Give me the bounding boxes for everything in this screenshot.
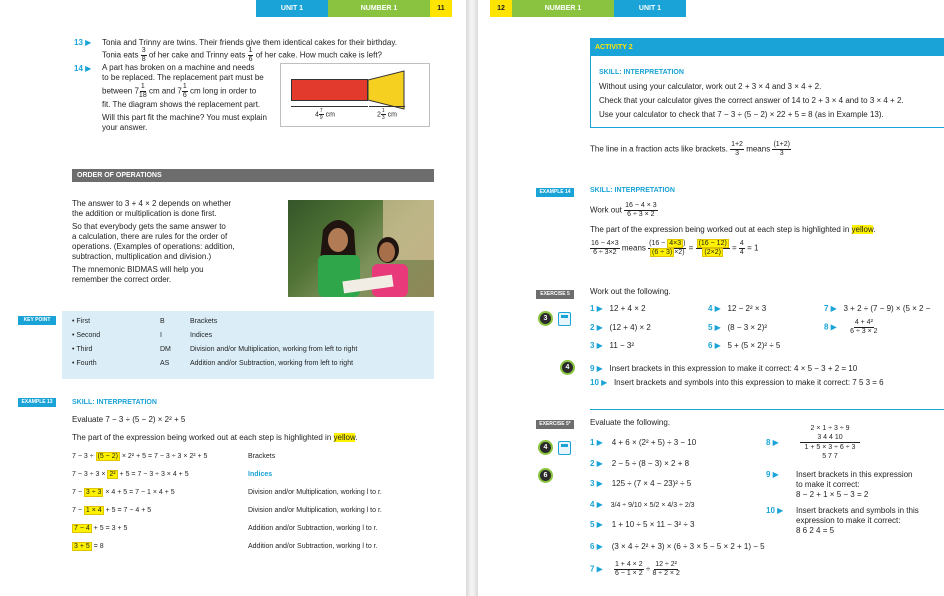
exercise-item: 7 ▶ 3 + 2 ÷ (7 − 9) × (5 × 2 − — [824, 304, 931, 313]
skill-label: SKILL: INTERPRETATION — [590, 187, 675, 194]
exercise-item-text: Insert brackets and symbols in this expression to make it correct: 8 6 2 4 = 5 — [796, 506, 919, 535]
left-header — [0, 0, 466, 17]
page-number: 12 — [490, 0, 512, 17]
exercise-tag: EXERCISE 5* — [536, 420, 574, 429]
exercise-item: 9 ▶ — [766, 470, 779, 479]
exercise-item: 1 ▶ 4 + 6 × (2² + 5) ÷ 3 − 10 — [590, 438, 697, 447]
question-text-line2: Tonia eats $\frac{3}{8}$ of her cake and Trinny eats $\frac{1}{6}$ of her cake. How much cake is left? — [102, 47, 382, 63]
bidmas-row: • Third — [72, 346, 93, 353]
exercise-item: 4 ▶ 12 − 2² × 3 — [708, 304, 767, 313]
exercise-item: 10 ▶ — [766, 506, 784, 515]
fraction: $\frac{3}{8}$ — [141, 47, 146, 63]
fraction: $\frac{1}{6}$ — [182, 83, 187, 99]
left-page — [0, 0, 466, 596]
exercise-item: 8 ▶ — [766, 438, 779, 447]
example-working: $\frac{16 - 4\times 3}{6 \div 3\times 2}$ means $\frac{(16 - 4\times 3 )}{(6 \div 3) \times 2)}$ = $\frac{(16 - 12)}{(2\times 2)}$ = $\frac{4}{4}$ = 1 — [591, 240, 759, 256]
fraction: $\frac{1}{6}$ — [248, 47, 253, 63]
question-text: A part has broken on a machine and needs to be replaced. The replacement part must be between 7 $\frac{1}{18}$ cm and 7 $\frac{1}{6}$ cm long in order to fit. The diagram shows the replacement part. Will this part fit the machine? You must explain your answer. — [102, 63, 267, 132]
students-photo — [288, 200, 434, 297]
difficulty-level-icon: 3 — [538, 311, 553, 326]
fraction: $\frac{1}{18}$ — [138, 83, 147, 99]
fraction-note: The line in a fraction acts like brackets. $\frac{1+2}{3}$ means $\frac{(1+2)}{3}$ — [590, 141, 790, 157]
chapter-label: NUMBER 1 — [512, 0, 614, 17]
bidmas-desc: Indices — [190, 332, 213, 339]
exercise-item: 7 ▶ $\frac{1 + 4 \times 2}{6 - 1 \times 2}$ ÷ $\frac{\text{12 ÷ 2²}}{8 \div 2 \times 2}$ — [590, 561, 680, 577]
bidmas-abbr: B — [160, 318, 165, 325]
book-gutter — [466, 0, 478, 596]
exercise-item: 8 ▶ $\frac{\text{4 + 4²}}{6 \div 3 \times 2}$ — [824, 319, 878, 335]
exercise-item: 4 ▶ 3/4 ÷ 9/10 × 5/2 × 4/3 ÷ 2/3 — [590, 500, 695, 509]
right-page — [478, 0, 944, 596]
yellow-segment — [367, 70, 405, 110]
question-text: Tonia and Trinny are twins. Their friends give them identical cakes for their birthday. — [102, 38, 397, 47]
exercise-item: 6 ▶ (3 × 4 ÷ 2² + 3) × (6 ÷ 3 × 5 − 5 × 2 + 1) − 5 — [590, 542, 765, 551]
exercise-item: 3 ▶ 125 ÷ (7 × 4 − 23)² ÷ 5 — [590, 479, 692, 488]
unit-label: UNIT 1 — [256, 0, 328, 17]
skill-label: SKILL: INTERPRETATION — [599, 69, 684, 76]
activity-instructions: Without using your calculator, work out 2 + 3 × 4 and 3 × 4 + 2. Check that your calculator gives the correct answer of 14 to 2 + 3 × 4 and to 3 × 4 + 2. Use your calculator to check that 7 − 3 ÷ (5 − 2) × 22 + 5 = 8 (as in Example 13). — [599, 82, 904, 119]
key-point-box — [62, 311, 434, 379]
exercise-item: 2 ▶ 2 − 5 ÷ (8 − 3) × 2 + 8 — [590, 459, 690, 468]
exercise-item: 3 ▶ 11 − 3² — [590, 341, 635, 350]
activity-title: ACTIVITY 2 — [595, 44, 633, 51]
difficulty-level-icon: 4 — [538, 440, 553, 455]
bidmas-row: • First — [72, 318, 91, 325]
calculator-icon — [558, 441, 571, 455]
question-number: 13 ▶ — [74, 38, 92, 47]
worked-step: 7 − 1 × 4 + 5 = 7 − 4 + 5 Division and/or Multiplication, working l to r. — [72, 507, 382, 514]
dimension-label-yellow: 2 $\frac{1}{3}$ cm — [377, 108, 397, 121]
worked-step: 7 − 3 ÷ 3 × 2² + 5 = 7 − 3 ÷ 3 × 4 + 5 Indices — [72, 471, 273, 478]
exercise-item: 10 ▶ Insert brackets and symbols into this expression to make it correct: 7 5 3 = 6 — [590, 378, 884, 387]
exercise-item: 6 ▶ 5 + (5 × 2)² ÷ 5 — [708, 341, 781, 350]
exercise-item: 5 ▶ 1 + 10 ÷ 5 × 11 − 3² ÷ 3 — [590, 520, 695, 529]
order-intro: The answer to 3 + 4 × 2 depends on whether the addition or multiplication is done first. So that everybody gets the same answer to a calculation, there are rules for the order of operations. (Examples of operations: addition, subtraction, multiplication and division.) The mnemonic BIDMAS will help you remember the correct order. — [72, 199, 235, 284]
bidmas-desc: Addition and/or Subtraction, working from left to right — [190, 360, 354, 367]
section-heading: ORDER OF OPERATIONS — [72, 169, 434, 182]
difficulty-level-icon: 6 — [538, 468, 553, 483]
skill-label: SKILL: INTERPRETATION — [72, 399, 157, 406]
worked-step: 7 − 3 ÷ 3 × 4 + 5 = 7 − 1 × 4 + 5 Division and/or Multiplication, working l to r. — [72, 489, 382, 496]
right-header — [478, 0, 944, 17]
complex-fraction: 2 × 1 ÷ 3 ÷ 9 3 4 4 10 1 + 5 × 3 ÷ 6 ÷ 3 5 7 7 — [800, 424, 860, 461]
example-tag: EXAMPLE 13 — [18, 398, 56, 407]
exercise-tag: EXERCISE 5 — [536, 290, 574, 299]
exercise-item: 5 ▶ (8 − 3 × 2)² — [708, 323, 768, 332]
photo-illustration — [288, 200, 434, 297]
red-segment — [291, 79, 368, 101]
example-note: The part of the expression being worked out at each step is highlighted in yellow. — [590, 225, 876, 234]
worked-step: 7 − 4 + 5 = 3 + 5 Addition and/or Subtraction, working l to r. — [74, 525, 378, 532]
bidmas-desc: Division and/or Multiplication, working from left to right — [190, 346, 358, 353]
bidmas-row: • Second — [72, 332, 101, 339]
activity-header — [591, 39, 944, 56]
example-prompt: Evaluate 7 − 3 ÷ (5 − 2) × 2² + 5 — [72, 415, 186, 424]
example-note: The part of the expression being worked out at each step is highlighted in yellow. — [72, 433, 358, 442]
divider — [590, 409, 944, 410]
bidmas-abbr: AS — [160, 360, 170, 367]
dimension-line — [291, 106, 368, 107]
worked-step: 3 + 5 = 8 Addition and/or Subtraction, working l to r. — [74, 543, 378, 550]
difficulty-level-icon: 4 — [560, 360, 575, 375]
example-prompt: Work out $\frac{16 - 4 \times 3}{6 \div 3 \times 2}$ — [590, 202, 657, 218]
worked-steps — [72, 452, 442, 560]
exercise-item: 9 ▶ Insert brackets in this expression to make it correct: 4 × 5 − 3 + 2 = 10 — [590, 364, 858, 373]
exercise-intro: Work out the following. — [590, 287, 671, 296]
replacement-part-diagram — [280, 63, 430, 127]
exercise-item: 1 ▶ 12 + 4 × 2 — [590, 304, 646, 313]
key-point-tag: KEY POINT — [18, 316, 56, 325]
calculator-icon — [558, 312, 571, 326]
dimension-label-red: 4 $\frac{7}{9}$ cm — [315, 108, 335, 121]
page-number: 11 — [430, 0, 452, 17]
exercise-item-text: Insert brackets in this expression to make it correct: 8 − 2 + 1 × 5 − 3 = 2 — [796, 470, 913, 499]
question-number: 14 ▶ — [74, 64, 92, 73]
exercise-intro: Evaluate the following. — [590, 418, 671, 427]
bidmas-abbr: DM — [160, 346, 171, 353]
activity-box — [590, 38, 944, 128]
worked-step: 7 − 3 ÷ (5 − 2) × 2² + 5 = 7 − 3 ÷ 3 × 2² + 5 Brackets — [72, 453, 276, 460]
bidmas-row: • Fourth — [72, 360, 97, 367]
unit-label: UNIT 1 — [614, 0, 686, 17]
dimension-line — [369, 106, 405, 107]
exercise-grid — [590, 303, 944, 353]
exercise-item: 2 ▶ (12 + 4) × 2 — [590, 323, 651, 332]
bidmas-abbr: I — [160, 332, 162, 339]
chapter-label: NUMBER 1 — [328, 0, 430, 17]
bidmas-desc: Brackets — [190, 318, 218, 325]
example-tag: EXAMPLE 14 — [536, 188, 574, 197]
